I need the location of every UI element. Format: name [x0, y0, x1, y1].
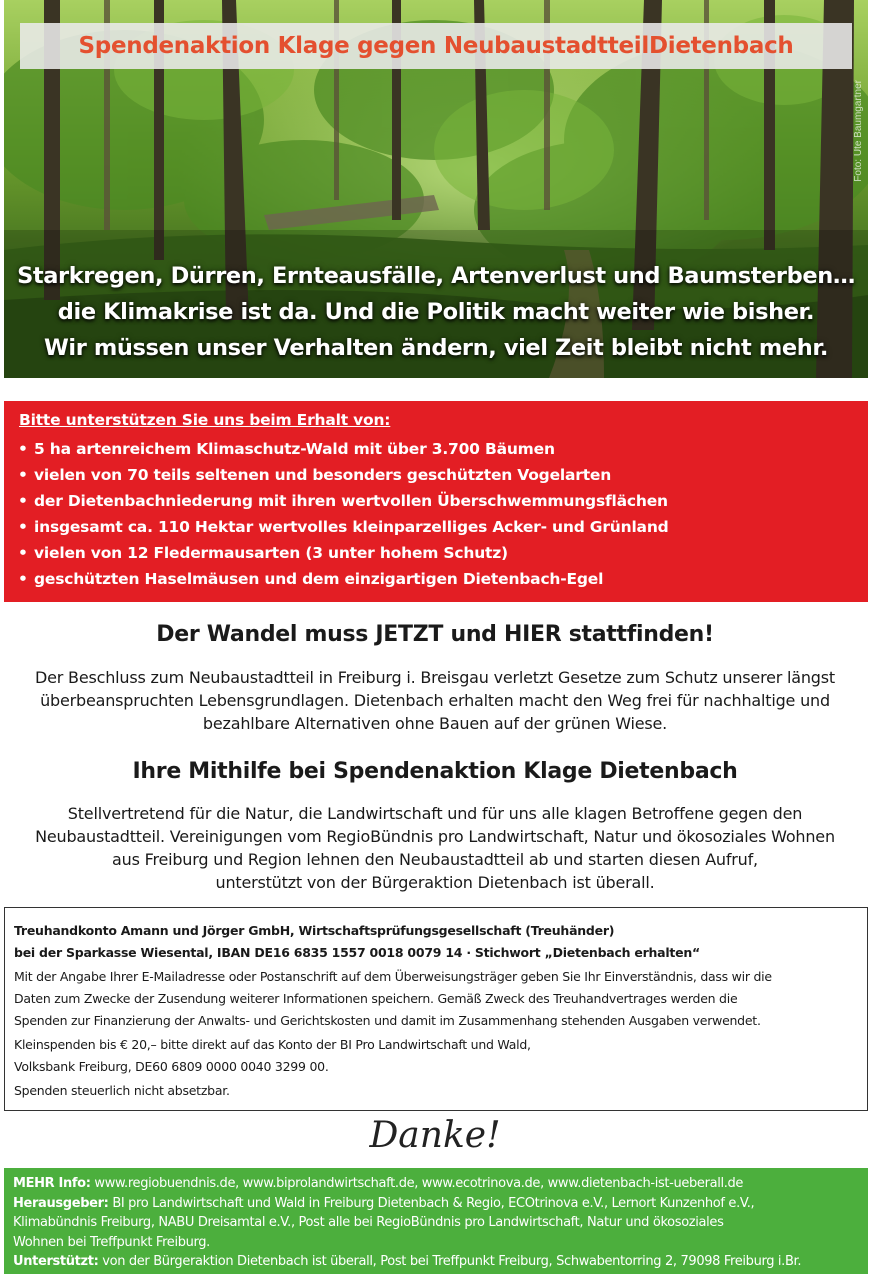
supported-label: Unterstützt:: [13, 1254, 99, 1269]
hero-slogan: [4, 258, 868, 366]
list-item: [18, 514, 868, 540]
consent-line: Mit der Angabe Ihrer E-Mailadresse oder Postanschrift auf dem Überweisungsträger geben Sie Ihr Einverständnis, dass wir die: [14, 969, 772, 984]
hero-line-1: Starkregen, Dürren, Ernteausfälle, Artenverlust und Baumsterben…: [17, 263, 855, 289]
consent-line: Daten zum Zwecke der Zusendung weiterer Informationen speichern. Gemäß Zweck des Treuhandvertrages werden die: [14, 991, 738, 1006]
paragraph-line: unterstützt von der Bürgeraktion Dietenbach ist überall.: [215, 873, 655, 892]
list-item-text: insgesamt ca. 110 Hektar wertvolles kleinparzelliges Acker- und Grünland: [34, 518, 669, 536]
list-item: [18, 436, 868, 462]
publisher-line: Klimabündnis Freiburg, NABU Dreisamtal e.V., Post alle bei RegioBündnis pro Landwirtschaft, Natur und ökosoziales: [13, 1215, 724, 1230]
support-list: [18, 436, 868, 592]
campaign-title: Spendenaktion Klage gegen NeubaustadtteilDietenbach: [78, 33, 794, 59]
list-item-text: 5 ha artenreichem Klimaschutz-Wald mit über 3.700 Bäumen: [34, 440, 555, 458]
list-item-text: vielen von 70 teils seltenen und besonders geschützten Vogelarten: [34, 466, 612, 484]
list-item: [18, 566, 868, 592]
supported-line: [13, 1252, 868, 1272]
support-list-box: [4, 401, 868, 602]
bullet-icon: •: [18, 570, 28, 588]
list-item-text: geschützten Haselmäusen und dem einzigartigen Dietenbach-Egel: [34, 570, 604, 588]
list-item: [18, 488, 868, 514]
bullet-icon: •: [18, 492, 28, 510]
publisher-line: Wohnen bei Treffpunkt Freiburg.: [13, 1234, 210, 1250]
bullet-icon: •: [18, 440, 28, 458]
heading-mithilfe: Ihre Mithilfe bei Spendenaktion Klage Dietenbach: [132, 759, 738, 784]
hero-photo-banner: [4, 0, 868, 378]
paragraph-beschluss: [0, 666, 870, 735]
support-intro: Bitte unterstützen Sie uns beim Erhalt von:: [19, 411, 391, 429]
bank-details-box: [4, 907, 868, 1111]
paragraph-line: Neubaustadtteil. Vereinigungen vom RegioBündnis pro Landwirtschaft, Natur und ökosoziales Wohnen: [35, 827, 835, 846]
list-item: [18, 462, 868, 488]
publisher-label: Herausgeber:: [13, 1195, 109, 1211]
paragraph-line: bezahlbare Alternativen ohne Bauen auf der grünen Wiese.: [202, 714, 668, 733]
paragraph-line: überbeanspruchten Lebensgrundlagen. Dietenbach erhalten macht den Weg frei für nachhaltige und: [40, 691, 830, 710]
small-donation-line: Volksbank Freiburg, DE60 6809 0000 0040 3299 00.: [14, 1059, 329, 1074]
heading-wandel: Der Wandel muss JETZT und HIER stattfinden!: [156, 622, 714, 647]
publisher-line: [13, 1194, 868, 1214]
paragraph-stellvertretend: [0, 802, 870, 894]
list-item-text: vielen von 12 Fledermausarten (3 unter hohem Schutz): [34, 544, 508, 562]
thank-you-text: Danke!: [369, 1115, 501, 1156]
campaign-title-box: [20, 23, 852, 69]
supported-text: von der Bürgeraktion Dietenbach ist überall, Post bei Treffpunkt Freiburg, Schwabentorring 2, 79098 Freiburg i.Br.: [98, 1254, 802, 1269]
tax-note: Spenden steuerlich nicht absetzbar.: [14, 1083, 230, 1098]
small-donation-line: Kleinspenden bis € 20,– bitte direkt auf das Konto der BI Pro Landwirtschaft und Wald,: [14, 1037, 531, 1052]
paragraph-line: Der Beschluss zum Neubaustadtteil in Freiburg i. Breisgau verletzt Gesetze zum Schutz unserer längst: [35, 668, 835, 687]
bullet-icon: •: [18, 544, 28, 562]
paragraph-line: aus Freiburg und Region lehnen den Neubaustadtteil ab und starten diesen Aufruf,: [112, 850, 758, 869]
list-item: [18, 540, 868, 566]
iban-line: bei der Sparkasse Wiesental, IBAN DE16 6835 1557 0018 0079 14 · Stichwort „Dietenbach erhalten“: [14, 945, 700, 960]
publisher-text: BI pro Landwirtschaft und Wald in Freiburg Dietenbach & Regio, ECOtrinova e.V., Lernort Kunzenhof e.V.,: [108, 1195, 755, 1211]
more-info-line: [13, 1174, 868, 1194]
photo-credit: Foto: Ute Baumgartner: [853, 80, 864, 182]
more-info-links: www.regiobuendnis.de, www.biprolandwirtschaft.de, www.ecotrinova.de, www.dietenbach-ist-ueberall.de: [90, 1176, 744, 1191]
footer-info-box: [4, 1168, 868, 1274]
consent-line: Spenden zur Finanzierung der Anwalts- und Gerichtskosten und damit im Zusammenhang stehenden Ausgaben verwendet.: [14, 1013, 761, 1028]
list-item-text: der Dietenbachniederung mit ihren wertvollen Überschwemmungsflächen: [34, 492, 668, 510]
bullet-icon: •: [18, 518, 28, 536]
paragraph-line: Stellvertretend für die Natur, die Landwirtschaft und für uns alle klagen Betroffene gegen den: [67, 804, 803, 823]
bullet-icon: •: [18, 466, 28, 484]
more-info-label: MEHR Info:: [13, 1176, 91, 1191]
hero-line-2: die Klimakrise ist da. Und die Politik macht weiter wie bisher.: [57, 299, 815, 325]
hero-line-3: Wir müssen unser Verhalten ändern, viel Zeit bleibt nicht mehr.: [44, 335, 828, 361]
account-holder: Treuhandkonto Amann und Jörger GmbH, Wirtschaftsprüfungsgesellschaft (Treuhänder): [14, 923, 615, 938]
